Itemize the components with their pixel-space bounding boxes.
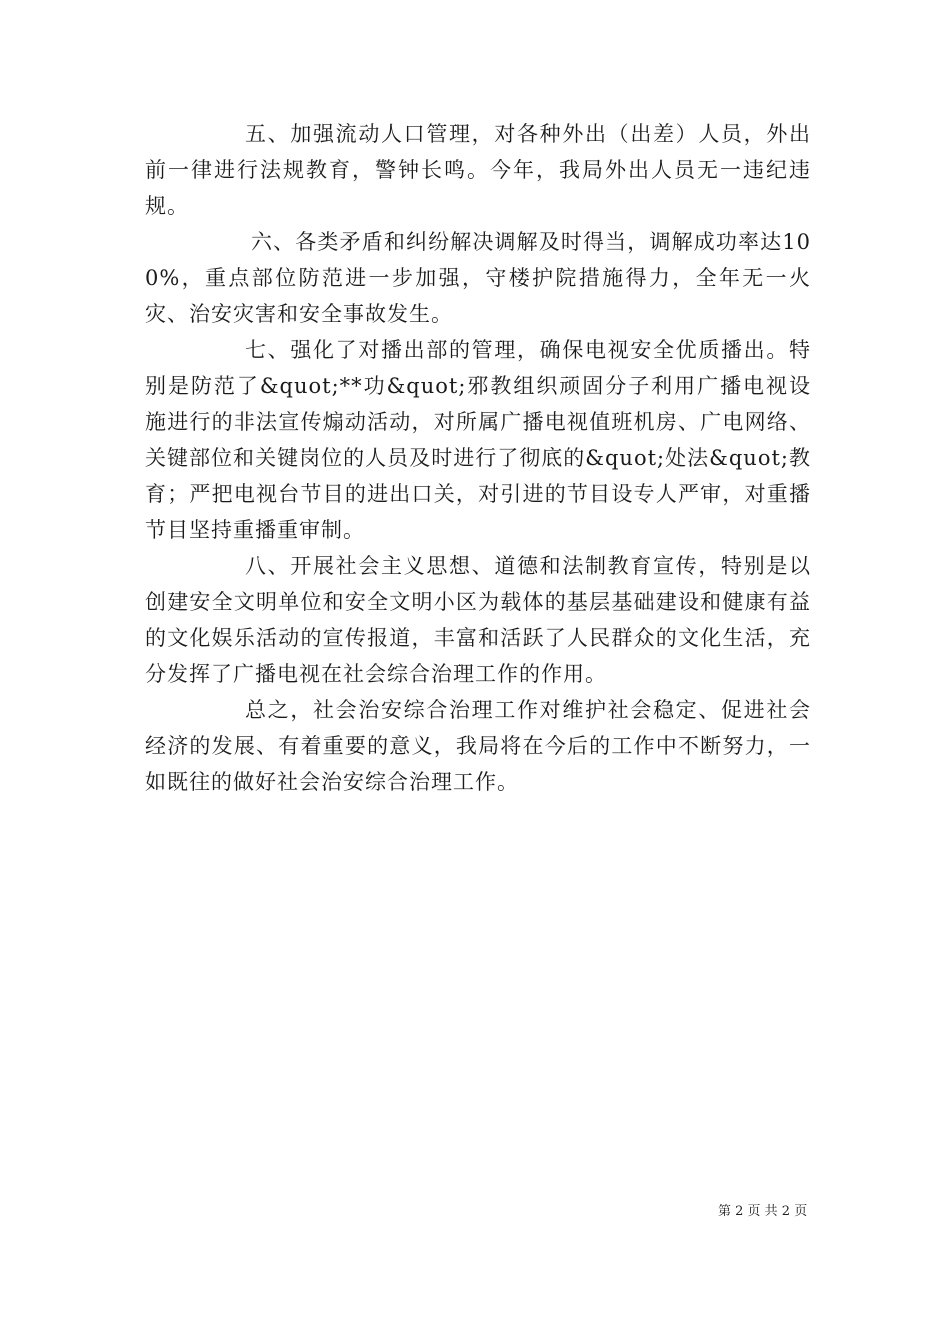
page-number-label: 第 2 页 共 2 页: [718, 1204, 808, 1219]
paragraph-5: 五、加强流动人口管理，对各种外出（出差）人员，外出前一律进行法规教育，警钟长鸣。今年，我局外出人员无一违纪违规。: [145, 122, 811, 218]
paragraph-8: 八、开展社会主义思想、道德和法制教育宣传，特别是以创建安全文明单位和安全文明小区为载体的基层基础建设和健康有益的文化娱乐活动的宣传报道，丰富和活跃了人民群众的文化生活，充分发挥了广播电视在社会综合治理工作的作用。: [145, 554, 811, 686]
paragraph-6: 六、各类矛盾和纠纷解决调解及时得当，调解成功率达100%，重点部位防范进一步加强，守楼护院措施得力，全年无一火灾、治安灾害和安全事故发生。: [145, 230, 811, 326]
page-number-footer: [718, 1203, 807, 1221]
paragraph-7: 七、强化了对播出部的管理，确保电视安全优质播出。特别是防范了&quot;**功&quot;邪教组织顽固分子利用广播电视设施进行的非法宣传煽动活动，对所属广播电视值班机房、广电网络、关键部位和关键岗位的人员及时进行了彻底的&quot;处法&quot;教育；严把电视台节目的进出口关，对引进的节目设专人严审，对重播节目坚持重播重审制。: [145, 338, 811, 542]
document-body: [145, 116, 811, 800]
paragraph-summary: 总之，社会治安综合治理工作对维护社会稳定、促进社会经济的发展、有着重要的意义，我局将在今后的工作中不断努力，一如既往的做好社会治安综合治理工作。: [145, 698, 811, 794]
